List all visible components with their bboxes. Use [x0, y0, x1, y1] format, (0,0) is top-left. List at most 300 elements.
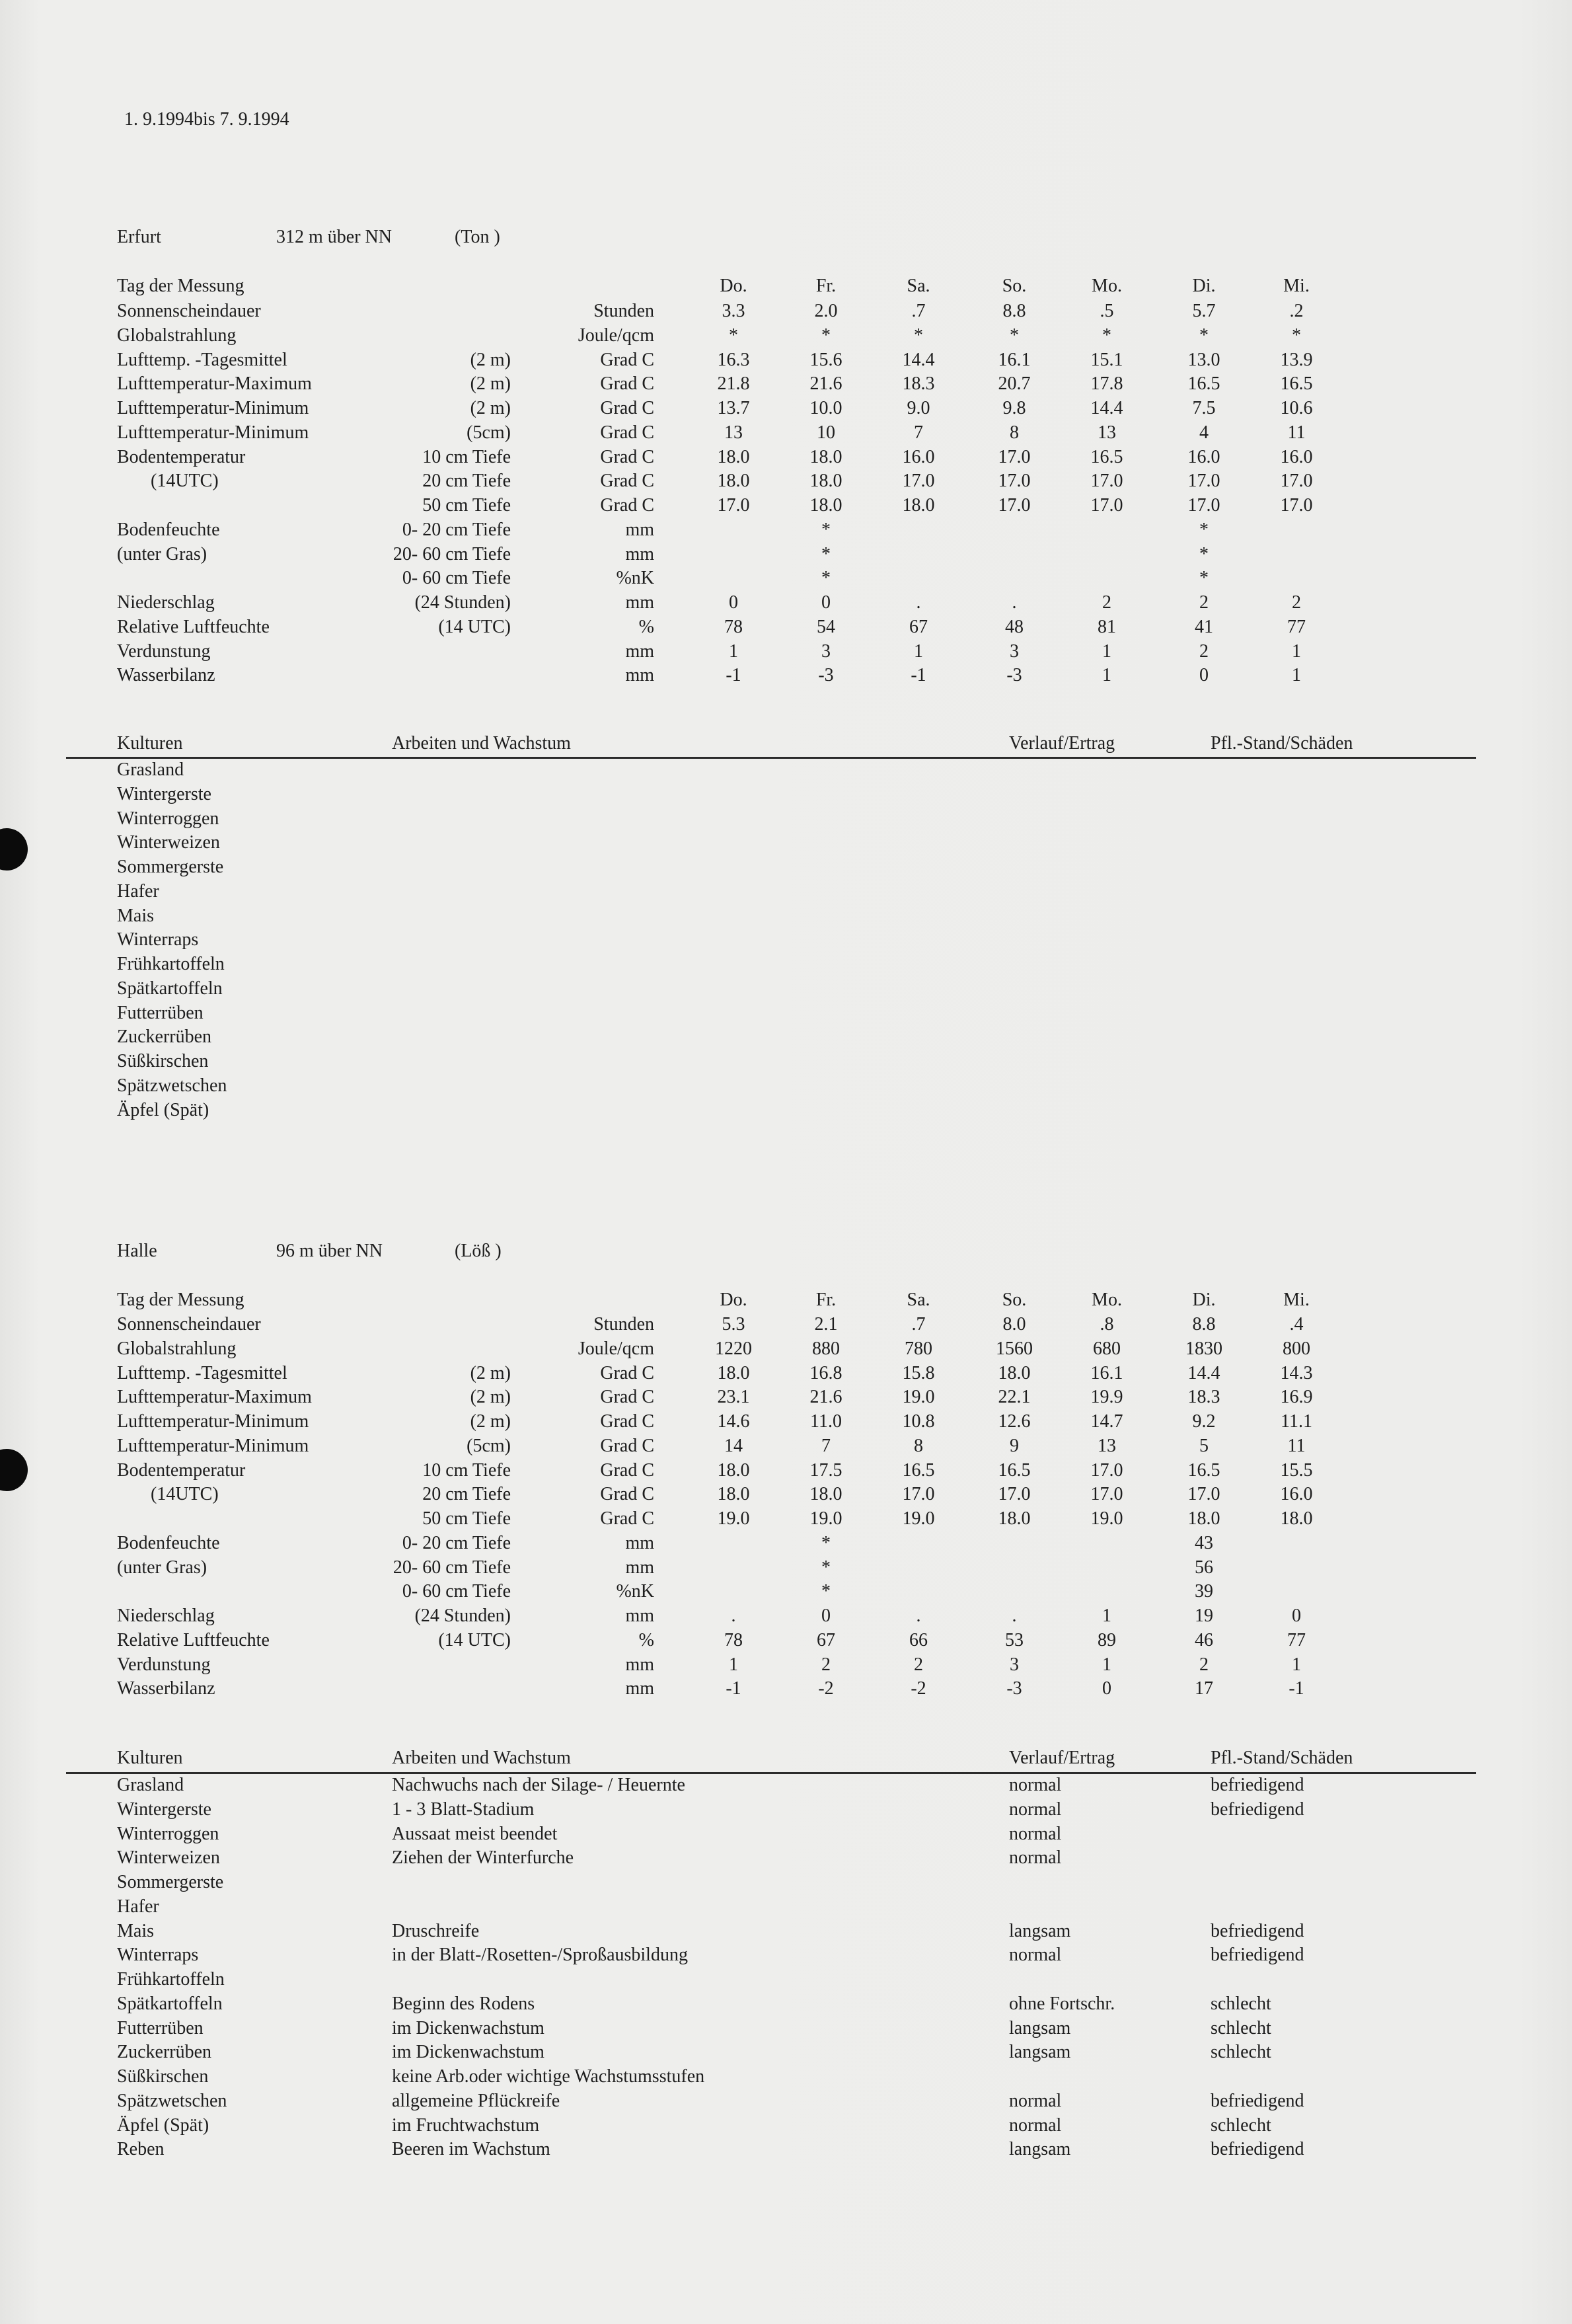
crop-name: Winterweizen	[117, 832, 220, 853]
crop-name: Futterrüben	[117, 2017, 204, 2038]
crop-work: im Fruchtwachstum	[392, 2114, 540, 2136]
crop-progress: normal	[1009, 1847, 1062, 1869]
crop-name: Mais	[117, 905, 154, 926]
cell-value: 17.0	[1090, 471, 1123, 492]
cell-value: 16.5	[1090, 446, 1123, 467]
cell-value: 15.1	[1090, 349, 1123, 370]
crop-name: Reben	[117, 2139, 165, 2160]
crop-name: Spätkartoffeln	[117, 1993, 223, 2014]
cell-value: 19.9	[1090, 1387, 1123, 1408]
cell-value: 16.1	[1090, 1362, 1123, 1383]
crop-progress: normal	[1009, 1799, 1062, 1820]
cell-value: 18.0	[809, 446, 842, 467]
cell-value: 0	[821, 592, 831, 613]
cell-value: 2	[821, 1654, 831, 1675]
cell-value: 2.1	[814, 1314, 838, 1335]
cell-value: 16.5	[1187, 1459, 1220, 1481]
cell-value: 18.0	[809, 495, 842, 516]
cell-value: 10.6	[1280, 398, 1313, 418]
cell-value: 77	[1287, 616, 1306, 637]
cell-value: *	[1199, 543, 1209, 564]
cell-value: 18.0	[998, 1362, 1031, 1383]
crop-table-rule	[66, 1772, 1476, 1774]
crop-work: Druschreife	[392, 1920, 480, 1941]
cell-value: 1830	[1185, 1338, 1222, 1359]
cell-value: 81	[1098, 616, 1116, 637]
row-sublabel: 0- 20 cm Tiefe	[402, 1532, 511, 1553]
row-sublabel: (5cm)	[467, 422, 511, 443]
cell-value: 21.6	[809, 1387, 842, 1408]
cell-value: 17.8	[1090, 373, 1123, 395]
crop-header-crops: Kulturen	[117, 1748, 183, 1768]
cell-value: .4	[1289, 1314, 1304, 1335]
cell-value: 17.0	[902, 471, 935, 492]
row-label: Sonnenscheindauer	[117, 1314, 261, 1335]
cell-value: 18.0	[717, 1484, 750, 1505]
cell-value: -1	[911, 665, 926, 686]
cell-value: 13	[1098, 1435, 1116, 1456]
row-unit: mm	[625, 665, 654, 686]
row-label: Lufttemp. -Tagesmittel	[117, 1362, 287, 1383]
cell-value: 13	[724, 422, 743, 443]
cell-value: 11.0	[810, 1411, 842, 1432]
cell-value: 16.5	[1187, 373, 1220, 395]
cell-value: 0	[1199, 665, 1209, 686]
cell-value: 3	[1010, 640, 1019, 662]
cell-value: 18.0	[809, 471, 842, 492]
cell-value: 18.0	[717, 446, 750, 467]
cell-value: *	[1199, 568, 1209, 589]
cell-value: 13.9	[1280, 349, 1313, 370]
cell-value: 18.0	[717, 1362, 750, 1383]
cell-value: 66	[909, 1629, 928, 1650]
crop-name: Äpfel (Spät)	[117, 2114, 209, 2136]
cell-value: *	[1292, 325, 1301, 346]
station-elevation: 96 m über NN	[276, 1241, 383, 1261]
cell-value: 7	[914, 422, 923, 443]
row-sublabel: (2 m)	[470, 1362, 511, 1383]
cell-value: *	[821, 1532, 831, 1553]
row-unit: Grad C	[600, 1362, 654, 1383]
crop-state: befriedigend	[1211, 1799, 1304, 1820]
cell-value: .	[731, 1606, 736, 1626]
cell-value: 16.0	[1280, 1484, 1313, 1505]
cell-value: 17.0	[902, 1484, 935, 1505]
cell-value: *	[914, 325, 923, 346]
cell-value: 17.0	[1187, 495, 1220, 516]
row-sublabel: 20- 60 cm Tiefe	[393, 543, 511, 564]
cell-value: .	[916, 592, 921, 613]
row-unit: Grad C	[600, 495, 654, 516]
cell-value: 11.1	[1281, 1411, 1312, 1432]
crop-work: in der Blatt-/Rosetten-/Sproßausbildung	[392, 1945, 688, 1966]
crop-state: schlecht	[1211, 2042, 1271, 2063]
crop-name: Wintergerste	[117, 1799, 211, 1820]
cell-value: *	[1102, 325, 1111, 346]
crop-name: Winterroggen	[117, 808, 219, 829]
cell-value: 2	[1199, 640, 1209, 662]
cell-value: -1	[1289, 1678, 1304, 1699]
row-label: Sonnenscheindauer	[117, 301, 261, 321]
crop-state: schlecht	[1211, 2017, 1271, 2038]
crop-work: Beginn des Rodens	[392, 1993, 535, 2014]
row-unit: Grad C	[600, 1411, 654, 1432]
cell-value: 43	[1195, 1532, 1213, 1553]
row-label: Lufttemperatur-Minimum	[117, 398, 309, 418]
crop-name: Frühkartoffeln	[117, 1969, 225, 1990]
cell-value: -3	[1006, 665, 1022, 686]
cell-value: 77	[1287, 1629, 1306, 1650]
crop-name: Zuckerrüben	[117, 1026, 212, 1048]
row-sublabel: (24 Stunden)	[414, 1606, 511, 1626]
crop-header-progress: Verlauf/Ertrag	[1009, 733, 1115, 754]
cell-value: 17.0	[998, 446, 1031, 467]
row-label: (14UTC)	[151, 1484, 219, 1505]
row-label: Lufttemperatur-Maximum	[117, 1387, 312, 1408]
row-label: (unter Gras)	[117, 543, 207, 564]
cell-value: 39	[1195, 1581, 1213, 1602]
cell-value: 14.4	[1187, 1362, 1220, 1383]
cell-value: 18.0	[1187, 1508, 1220, 1529]
cell-value: -3	[1006, 1678, 1022, 1699]
cell-value: 17.0	[998, 1484, 1031, 1505]
row-unit: Joule/qcm	[578, 1338, 654, 1359]
crop-name: Winterraps	[117, 1945, 199, 1966]
crop-name: Grasland	[117, 1775, 184, 1795]
row-unit: %	[638, 616, 654, 637]
cell-value: 7.5	[1192, 398, 1216, 418]
crop-work: Aussaat meist beendet	[392, 1823, 558, 1844]
cell-value: 17.0	[1187, 471, 1220, 492]
cell-value: 1	[1292, 640, 1301, 662]
cell-value: 1	[1292, 665, 1301, 686]
crop-progress: langsam	[1009, 2139, 1071, 2160]
row-unit: mm	[625, 543, 654, 564]
row-unit: %nK	[616, 568, 654, 589]
row-unit: Grad C	[600, 1387, 654, 1408]
cell-value: 19.0	[809, 1508, 842, 1529]
cell-value: 9	[1010, 1435, 1019, 1456]
crop-state: befriedigend	[1211, 1775, 1304, 1795]
cell-value: 67	[817, 1629, 835, 1650]
cell-value: 17.0	[1090, 1484, 1123, 1505]
row-unit: Stunden	[593, 1314, 654, 1335]
row-unit: Stunden	[593, 301, 654, 321]
row-sublabel: (2 m)	[470, 1387, 511, 1408]
row-label: Bodenfeuchte	[117, 1532, 220, 1553]
row-unit: mm	[625, 1654, 654, 1675]
row-unit: Grad C	[600, 471, 654, 492]
cell-value: 1	[1102, 665, 1111, 686]
row-unit: Grad C	[600, 422, 654, 443]
cell-value: 16.0	[1280, 446, 1313, 467]
row-label: Lufttemperatur-Minimum	[117, 1411, 309, 1432]
row-label: Lufttemp. -Tagesmittel	[117, 349, 287, 370]
cell-value: 54	[817, 616, 835, 637]
row-sublabel: (14 UTC)	[438, 1629, 511, 1650]
cell-value: .	[916, 1606, 921, 1626]
cell-value: 4	[1199, 422, 1209, 443]
cell-value: 21.6	[809, 373, 842, 395]
cell-value: 880	[812, 1338, 840, 1359]
cell-value: 20.7	[998, 373, 1031, 395]
crop-work: keine Arb.oder wichtige Wachstumsstufen	[392, 2066, 705, 2087]
crop-state: schlecht	[1211, 1993, 1271, 2014]
row-unit: %nK	[616, 1581, 654, 1602]
cell-value: 17.5	[809, 1459, 842, 1481]
row-unit: mm	[625, 1557, 654, 1578]
crop-name: Futterrüben	[117, 1002, 204, 1023]
crop-progress: normal	[1009, 1775, 1062, 1795]
cell-value: *	[1199, 519, 1209, 540]
row-sublabel: 10 cm Tiefe	[422, 1459, 511, 1481]
row-sublabel: (2 m)	[470, 349, 511, 370]
cell-value: 5.3	[722, 1314, 745, 1335]
row-unit: mm	[625, 1532, 654, 1553]
crop-header-state: Pfl.-Stand/Schäden	[1211, 733, 1353, 754]
crop-state: befriedigend	[1211, 1945, 1304, 1966]
cell-value: 19.0	[717, 1508, 750, 1529]
cell-value: 53	[1005, 1629, 1024, 1650]
cell-value: 56	[1195, 1557, 1213, 1578]
cell-value: 9.8	[1002, 398, 1026, 418]
cell-value: 9.0	[907, 398, 930, 418]
row-unit: mm	[625, 519, 654, 540]
row-unit: mm	[625, 592, 654, 613]
cell-value: 18.0	[998, 1508, 1031, 1529]
cell-value: 1	[1102, 1606, 1111, 1626]
cell-value: 1	[729, 640, 738, 662]
cell-value: 19.0	[902, 1508, 935, 1529]
row-label: Globalstrahlung	[117, 1338, 237, 1359]
cell-value: 22.1	[998, 1387, 1031, 1408]
row-sublabel: (2 m)	[470, 398, 511, 418]
cell-value: *	[1199, 325, 1209, 346]
row-unit: Grad C	[600, 1435, 654, 1456]
crop-name: Mais	[117, 1920, 154, 1941]
cell-value: 17.0	[1280, 471, 1313, 492]
cell-value: 16.5	[998, 1459, 1031, 1481]
crop-name: Spätzwetschen	[117, 1075, 227, 1096]
cell-value: -2	[911, 1678, 926, 1699]
row-unit: Grad C	[600, 446, 654, 467]
cell-value: 16.8	[809, 1362, 842, 1383]
cell-value: 19.0	[902, 1387, 935, 1408]
cell-value: 18.3	[902, 373, 935, 395]
cell-value: 89	[1098, 1629, 1116, 1650]
cell-value: .8	[1100, 1314, 1114, 1335]
row-label: Wasserbilanz	[117, 1678, 215, 1699]
row-sublabel: (5cm)	[467, 1435, 511, 1456]
crop-name: Hafer	[117, 1896, 159, 1917]
cell-value: .5	[1100, 301, 1114, 321]
cell-value: 2	[1102, 592, 1111, 613]
crop-work: Nachwuchs nach der Silage- / Heuernte	[392, 1775, 685, 1795]
cell-value: 1	[1102, 640, 1111, 662]
cell-value: 15.6	[809, 349, 842, 370]
row-label: Relative Luftfeuchte	[117, 616, 270, 637]
row-label: Bodenfeuchte	[117, 519, 220, 540]
crop-progress: langsam	[1009, 1920, 1071, 1941]
cell-value: 1	[1292, 1654, 1301, 1675]
cell-value: 14.6	[717, 1411, 750, 1432]
crop-progress: normal	[1009, 1823, 1062, 1844]
crop-work: 1 - 3 Blatt-Stadium	[392, 1799, 535, 1820]
row-unit: Grad C	[600, 349, 654, 370]
cell-value: 17.0	[717, 495, 750, 516]
crop-name: Frühkartoffeln	[117, 954, 225, 974]
cell-value: 10.0	[809, 398, 842, 418]
cell-value: 16.0	[1187, 446, 1220, 467]
row-unit: Grad C	[600, 1484, 654, 1505]
row-label: (14UTC)	[151, 471, 219, 492]
crop-progress: normal	[1009, 2114, 1062, 2136]
cell-value: 2	[1199, 592, 1209, 613]
crop-name: Wintergerste	[117, 783, 211, 804]
row-label: Lufttemperatur-Minimum	[117, 1435, 309, 1456]
cell-value: 46	[1195, 1629, 1213, 1650]
cell-value: 5.7	[1192, 301, 1216, 321]
crop-header-crops: Kulturen	[117, 733, 183, 754]
cell-value: 17	[1195, 1678, 1213, 1699]
cell-value: 2.0	[814, 301, 838, 321]
cell-value: 1	[914, 640, 923, 662]
cell-value: -1	[726, 665, 741, 686]
cell-value: .	[1012, 592, 1017, 613]
cell-value: 8.8	[1192, 1314, 1216, 1335]
crop-state: befriedigend	[1211, 2139, 1304, 2160]
cell-value: 16.5	[902, 1459, 935, 1481]
cell-value: 7	[821, 1435, 831, 1456]
cell-value: 8.8	[1002, 301, 1026, 321]
measurement-day-header: Tag der Messung	[117, 1290, 244, 1310]
cell-value: 15.5	[1280, 1459, 1313, 1481]
crop-name: Winterraps	[117, 929, 199, 950]
cell-value: .7	[911, 301, 926, 321]
cell-value: 18.0	[1280, 1508, 1313, 1529]
day-header-1: Fr.	[815, 276, 837, 296]
row-label: (unter Gras)	[117, 1557, 207, 1578]
crop-work: allgemeine Pflückreife	[392, 2090, 560, 2111]
crop-name: Spätkartoffeln	[117, 978, 223, 999]
cell-value: 14.4	[1090, 398, 1123, 418]
cell-value: 67	[909, 616, 928, 637]
cell-value: 11	[1287, 1435, 1306, 1456]
punch-hole-bottom	[0, 1449, 28, 1491]
cell-value: 9.2	[1192, 1411, 1216, 1432]
crop-name: Winterroggen	[117, 1823, 219, 1844]
cell-value: -3	[818, 665, 834, 686]
cell-value: *	[821, 543, 831, 564]
cell-value: 17.0	[998, 495, 1031, 516]
cell-value: 1560	[996, 1338, 1033, 1359]
cell-value: 10	[817, 422, 835, 443]
cell-value: .7	[911, 1314, 926, 1335]
cell-value: 8	[914, 1435, 923, 1456]
row-sublabel: 0- 60 cm Tiefe	[402, 568, 511, 589]
cell-value: 780	[905, 1338, 932, 1359]
cell-value: 0	[729, 592, 738, 613]
cell-value: 17.0	[998, 471, 1031, 492]
row-label: Globalstrahlung	[117, 325, 237, 346]
crop-progress: normal	[1009, 1945, 1062, 1966]
day-header-5: Di.	[1192, 276, 1216, 296]
row-sublabel: 10 cm Tiefe	[422, 446, 511, 467]
station-name: Halle	[117, 1241, 157, 1261]
crop-table-rule	[66, 757, 1476, 759]
row-unit: Grad C	[600, 1459, 654, 1481]
row-sublabel: (2 m)	[470, 1411, 511, 1432]
crop-state: befriedigend	[1211, 1920, 1304, 1941]
row-unit: Grad C	[600, 373, 654, 395]
cell-value: *	[821, 568, 831, 589]
day-header-3: So.	[1002, 276, 1027, 296]
cell-value: -1	[726, 1678, 741, 1699]
row-unit: Grad C	[600, 398, 654, 418]
crop-progress: langsam	[1009, 2017, 1071, 2038]
cell-value: 3.3	[722, 301, 745, 321]
crop-name: Süßkirschen	[117, 2066, 209, 2087]
cell-value: 14	[724, 1435, 743, 1456]
crop-name: Süßkirschen	[117, 1051, 209, 1071]
crop-name: Grasland	[117, 759, 184, 780]
cell-value: 10.8	[902, 1411, 935, 1432]
cell-value: 14.3	[1280, 1362, 1313, 1383]
cell-value: -2	[818, 1678, 834, 1699]
cell-value: 13.7	[717, 398, 750, 418]
cell-value: 12.6	[998, 1411, 1031, 1432]
cell-value: 18.0	[717, 471, 750, 492]
cell-value: 0	[1102, 1678, 1111, 1699]
crop-header-work: Arbeiten und Wachstum	[392, 733, 571, 754]
crop-work: Beeren im Wachstum	[392, 2139, 550, 2160]
row-sublabel: 50 cm Tiefe	[422, 495, 511, 516]
cell-value: *	[821, 325, 831, 346]
cell-value: 2	[1292, 592, 1301, 613]
day-header-4: Mo.	[1092, 1290, 1122, 1310]
cell-value: 17.0	[1090, 1459, 1123, 1481]
row-unit: mm	[625, 1678, 654, 1699]
cell-value: 18.0	[902, 495, 935, 516]
station-elevation: 312 m über NN	[276, 227, 392, 247]
crop-state: schlecht	[1211, 2114, 1271, 2136]
cell-value: 680	[1093, 1338, 1121, 1359]
cell-value: 13.0	[1187, 349, 1220, 370]
cell-value: .2	[1289, 301, 1304, 321]
day-header-6: Mi.	[1283, 276, 1310, 296]
cell-value: *	[821, 1581, 831, 1602]
cell-value: 15.8	[902, 1362, 935, 1383]
date-range: 1. 9.1994bis 7. 9.1994	[124, 109, 289, 130]
row-label: Verdunstung	[117, 640, 211, 662]
cell-value: 1	[1102, 1654, 1111, 1675]
crop-progress: langsam	[1009, 2042, 1071, 2063]
cell-value: 23.1	[717, 1387, 750, 1408]
cell-value: 2	[1199, 1654, 1209, 1675]
row-sublabel: (2 m)	[470, 373, 511, 395]
cell-value: 17.0	[1187, 1484, 1220, 1505]
cell-value: 0	[821, 1606, 831, 1626]
row-label: Niederschlag	[117, 592, 215, 613]
cell-value: 19	[1195, 1606, 1213, 1626]
row-unit: Grad C	[600, 1508, 654, 1529]
crop-name: Zuckerrüben	[117, 2042, 212, 2063]
cell-value: 18.3	[1187, 1387, 1220, 1408]
cell-value: 16.9	[1280, 1387, 1313, 1408]
crop-name: Hafer	[117, 880, 159, 902]
row-label: Verdunstung	[117, 1654, 211, 1675]
crop-name: Spätzwetschen	[117, 2090, 227, 2111]
